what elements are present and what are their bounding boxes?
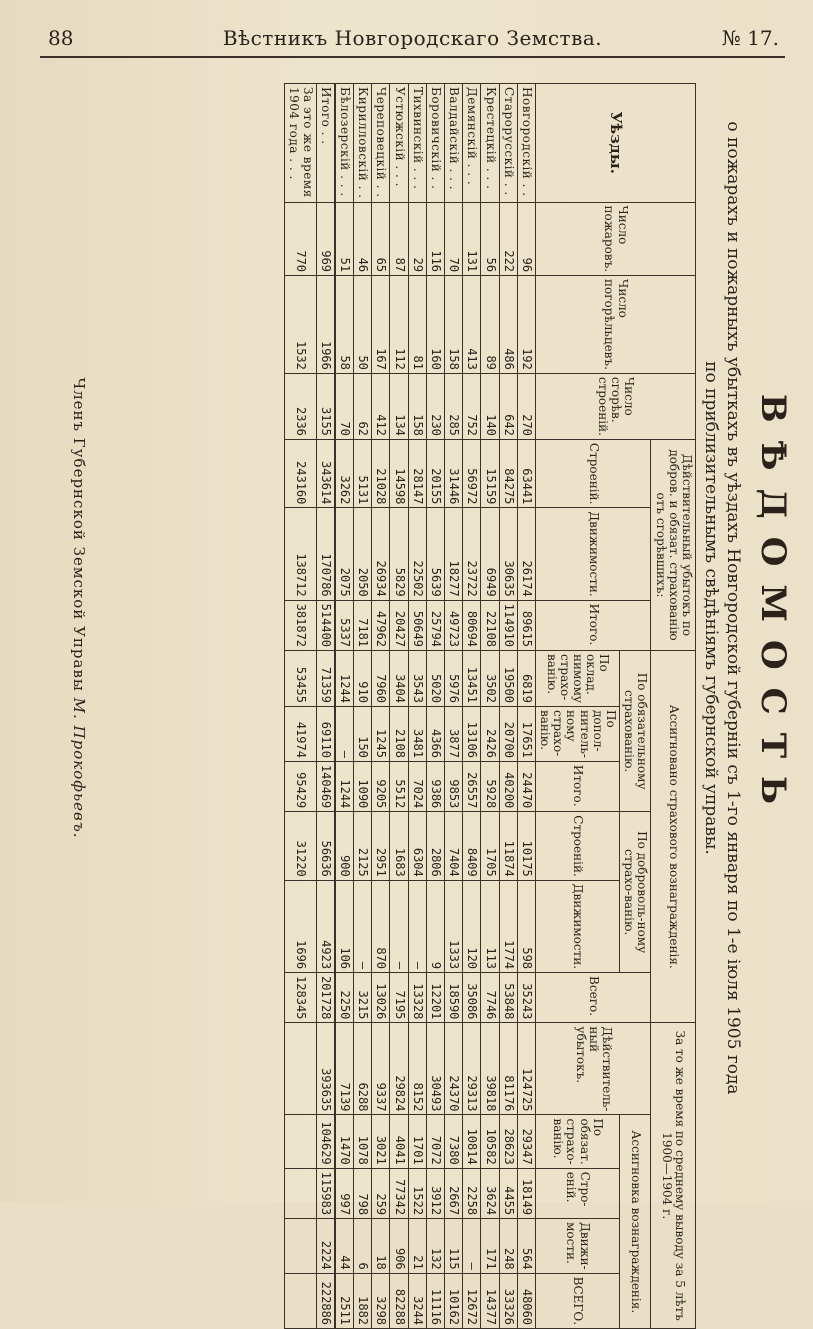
table-cell: 69110: [316, 706, 335, 761]
table-cell: 7746: [481, 973, 499, 1023]
table-cell: 171: [481, 1219, 499, 1274]
table-cell: 3404: [390, 651, 408, 707]
table-cell: [285, 1115, 316, 1168]
table-cell: 1532: [285, 276, 316, 374]
table-cell: 29347: [517, 1115, 535, 1168]
table-cell: 106: [335, 880, 354, 972]
table-row: [517, 84, 535, 1329]
table-cell: 56972: [463, 439, 481, 507]
table-cell: 114910: [499, 600, 517, 650]
table-cell: 30635: [499, 508, 517, 600]
table-cell: 243160: [285, 439, 316, 507]
table-cell: 40200: [499, 761, 517, 811]
table-cell: 1882: [354, 1273, 372, 1328]
table-cell: 158: [408, 373, 426, 439]
table-cell: 120: [463, 880, 481, 972]
table-cell: 63441: [517, 439, 535, 507]
table-cell: 10582: [481, 1115, 499, 1168]
table-cell: 1522: [408, 1168, 426, 1218]
table-cell: 18277: [445, 508, 463, 600]
table-cell: [285, 1219, 316, 1274]
table-cell: 7024: [408, 761, 426, 811]
table-cell: 7139: [335, 1023, 354, 1115]
table-cell: —: [354, 880, 372, 972]
table-cell: 870: [372, 880, 390, 972]
table-cell: 18149: [517, 1168, 535, 1218]
table-cell: 70: [445, 202, 463, 276]
table-cell: 29313: [463, 1023, 481, 1115]
table-cell: 3502: [481, 651, 499, 707]
table-cell: 192: [517, 276, 535, 374]
table-cell: 56: [481, 202, 499, 276]
table-cell: 1245: [372, 706, 390, 761]
page-number: 88: [48, 26, 74, 50]
table-cell: 112: [390, 276, 408, 374]
table-cell: 2108: [390, 706, 408, 761]
table-cell: 35243: [517, 973, 535, 1023]
table-cell: 21028: [372, 439, 390, 507]
table-cell: 24370: [445, 1023, 463, 1115]
table-cell: 53848: [499, 973, 517, 1023]
table-cell: 7195: [390, 973, 408, 1023]
table-cell: 2951: [372, 812, 390, 880]
col-movables3: Движи-мости.: [535, 1219, 619, 1274]
table-cell: —: [390, 880, 408, 972]
table-cell: 2667: [445, 1168, 463, 1218]
table-cell: 5337: [335, 600, 354, 650]
table-cell: 115: [445, 1219, 463, 1274]
table-cell: 81: [408, 276, 426, 374]
document-title: ВѢДОМОСТЬ: [753, 393, 793, 823]
table-cell: 3155: [316, 373, 335, 439]
table-cell: 20427: [390, 600, 408, 650]
table-cell: 65: [372, 202, 390, 276]
table-cell: [285, 1168, 316, 1218]
table-cell: 22108: [481, 600, 499, 650]
table-cell: 56636: [316, 812, 335, 880]
table-cell: 2075: [335, 508, 354, 600]
table-cell: 77342: [390, 1168, 408, 1218]
table-cell: 29: [408, 202, 426, 276]
table-cell: 13026: [372, 973, 390, 1023]
table-cell: —: [335, 706, 354, 761]
table-cell: 900: [335, 812, 354, 880]
table-cell: 21: [408, 1219, 426, 1274]
table-cell: 89: [481, 276, 499, 374]
journal-title: Вѣстникъ Новгородскаго Земства.: [222, 26, 603, 50]
table-cell: 25794: [426, 600, 444, 650]
table-cell: 53455: [285, 651, 316, 707]
table-cell: 3481: [408, 706, 426, 761]
row-name: Крестецкiй . . .: [481, 84, 499, 203]
table-cell: 49723: [445, 600, 463, 650]
table-cell: 7072: [426, 1115, 444, 1168]
table-cell: 62: [354, 373, 372, 439]
footer-text: Членъ Губернской Земской Управы: [70, 377, 88, 692]
table-cell: 9853: [445, 761, 463, 811]
table-cell: 9205: [372, 761, 390, 811]
table-cell: 17651: [517, 706, 535, 761]
table-cell: 10814: [463, 1115, 481, 1168]
row-name-line2: 1904 года . . .: [287, 87, 302, 180]
table-row: [354, 84, 372, 1329]
table-cell: 140469: [316, 761, 335, 811]
footer: [70, 68, 88, 1148]
table-cell: 8152: [408, 1023, 426, 1115]
col-actual-loss2: Дѣйствитель-ный убытокъ.: [535, 1023, 651, 1115]
table-cell: 46: [354, 202, 372, 276]
table-cell: 13106: [463, 706, 481, 761]
table-cell: 20700: [499, 706, 517, 761]
table-body: [285, 84, 536, 1329]
table-cell: 222: [499, 202, 517, 276]
table-cell: 4923: [316, 880, 335, 972]
table-cell: 1683: [390, 812, 408, 880]
table-row: [372, 84, 390, 1329]
table-cell: 31220: [285, 812, 316, 880]
fire-losses-table: [284, 83, 696, 1329]
table-cell: 140: [481, 373, 499, 439]
table-cell: 412: [372, 373, 390, 439]
table-cell: 5131: [354, 439, 372, 507]
col-by-compulsory2: По обязат. страхо-ванiю.: [535, 1115, 619, 1168]
table-cell: 15159: [481, 439, 499, 507]
table-cell: 9386: [426, 761, 444, 811]
row-name: Демянскiй . . .: [463, 84, 481, 203]
table-cell: 87: [390, 202, 408, 276]
col-group-average: За то же время по среднему выводу за 5 лѣтъ 1900—1904 г.: [651, 1023, 696, 1329]
table-row: [445, 84, 463, 1329]
table-cell: 96: [517, 202, 535, 276]
table-cell: 5928: [481, 761, 499, 811]
table-cell: 343614: [316, 439, 335, 507]
table-cell: 80694: [463, 600, 481, 650]
table-cell: 116: [426, 202, 444, 276]
table-cell: 4455: [499, 1168, 517, 1218]
document-subtitle-line2: по приблизительнымъ свѣдѣнiямъ губернской управы.: [701, 361, 721, 855]
table-cell: 2050: [354, 508, 372, 600]
table-cell: 47962: [372, 600, 390, 650]
table-cell: 7960: [372, 651, 390, 707]
col-group-compulsory: По обязательному страхованiю.: [620, 651, 651, 812]
table-cell: 50649: [408, 600, 426, 650]
row-name: Кирилловскiй . .: [354, 84, 372, 203]
table-row: [499, 84, 517, 1329]
table-cell: 22502: [408, 508, 426, 600]
table-cell: 2125: [354, 812, 372, 880]
table-cell: 7404: [445, 812, 463, 880]
col-by-additional: По допол-нитель-ному страхо-ванiю.: [535, 706, 619, 761]
table-cell: 2258: [463, 1168, 481, 1218]
table-cell: 9: [426, 880, 444, 972]
table-cell: 20155: [426, 439, 444, 507]
table-cell: 1696: [285, 880, 316, 972]
table-cell: 13328: [408, 973, 426, 1023]
table-cell: 82288: [390, 1273, 408, 1328]
table-cell: 1244: [335, 651, 354, 707]
table-cell: [285, 1273, 316, 1328]
table-cell: 3543: [408, 651, 426, 707]
table-cell: 1244: [335, 761, 354, 811]
col-buildings: Строенiй.: [535, 439, 651, 507]
col-victims: Число погорѣльцевъ.: [535, 276, 695, 374]
table-cell: 8409: [463, 812, 481, 880]
table-cell: 26934: [372, 508, 390, 600]
table-cell: 19500: [499, 651, 517, 707]
table-cell: 10162: [445, 1273, 463, 1328]
table-cell: 798: [354, 1168, 372, 1218]
col-by-compulsory: По оклад. нимому страхо-ванiю.: [535, 651, 619, 707]
table-cell: 5639: [426, 508, 444, 600]
table-cell: 89615: [517, 600, 535, 650]
table-cell: 128345: [285, 973, 316, 1023]
table-cell: 248: [499, 1219, 517, 1274]
table-cell: 28147: [408, 439, 426, 507]
table-cell: 14377: [481, 1273, 499, 1328]
table-cell: 7380: [445, 1115, 463, 1168]
table-cell: 2806: [426, 812, 444, 880]
table-cell: 28623: [499, 1115, 517, 1168]
table-cell: 6949: [481, 508, 499, 600]
col-itogo: Итого.: [535, 600, 651, 650]
table-cell: 5512: [390, 761, 408, 811]
table-cell: 997: [335, 1168, 354, 1218]
table-cell: 1470: [335, 1115, 354, 1168]
total-row: [316, 84, 335, 1329]
table-cell: 6819: [517, 651, 535, 707]
row-name-line1: За это же время: [300, 87, 315, 198]
table-cell: 95429: [285, 761, 316, 811]
table-cell: 222886: [316, 1273, 335, 1328]
table-cell: 33326: [499, 1273, 517, 1328]
table-cell: 48060: [517, 1273, 535, 1328]
table-cell: 71359: [316, 651, 335, 707]
table-cell: 770: [285, 202, 316, 276]
table-cell: 2336: [285, 373, 316, 439]
col-group-assigned: Ассигновано страхового вознагражденiя.: [651, 651, 696, 1023]
table-cell: 30493: [426, 1023, 444, 1115]
table-cell: 2426: [481, 706, 499, 761]
table-cell: 6: [354, 1219, 372, 1274]
table-cell: 44: [335, 1219, 354, 1274]
table-cell: 1090: [354, 761, 372, 811]
table-cell: 113: [481, 880, 499, 972]
table-cell: 18: [372, 1219, 390, 1274]
table-cell: 51: [335, 202, 354, 276]
row-name: Новгородскiй . .: [517, 84, 535, 203]
prev-row: [285, 84, 316, 1329]
table-cell: 26557: [463, 761, 481, 811]
table-cell: —: [408, 880, 426, 972]
table-cell: 10175: [517, 812, 535, 880]
table-cell: 486: [499, 276, 517, 374]
table-cell: 3624: [481, 1168, 499, 1218]
table-cell: 3262: [335, 439, 354, 507]
table-cell: 18590: [445, 973, 463, 1023]
table-cell: [285, 1023, 316, 1115]
row-name: Устюжскiй . . .: [390, 84, 408, 203]
table-cell: 910: [354, 651, 372, 707]
table-cell: 514400: [316, 600, 335, 650]
col-group-voluntary: По доброволь-ному страхо-ванiю.: [620, 812, 651, 973]
footer-signature: М. Прокофьевъ.: [70, 697, 88, 839]
table-cell: —: [463, 1219, 481, 1274]
table-cell: 3298: [372, 1273, 390, 1328]
table-cell: 4366: [426, 706, 444, 761]
table-row: [335, 84, 354, 1329]
table-cell: 124725: [517, 1023, 535, 1115]
table-container: [284, 83, 696, 1326]
table-cell: 134: [390, 373, 408, 439]
row-name: Валдайскiй . . .: [445, 84, 463, 203]
table-cell: 35086: [463, 973, 481, 1023]
row-name: [285, 84, 316, 203]
table-cell: 167: [372, 276, 390, 374]
table-cell: 158: [445, 276, 463, 374]
table-cell: 84275: [499, 439, 517, 507]
table-cell: 2224: [316, 1219, 335, 1274]
table-row: [426, 84, 444, 1329]
col-total2: ВСЕГО.: [535, 1273, 619, 1328]
col-burned: Число сгорѣв. строенiй.: [535, 373, 695, 439]
issue-number: № 17.: [721, 26, 779, 50]
table-cell: 12201: [426, 973, 444, 1023]
table-cell: 5829: [390, 508, 408, 600]
table-cell: 1701: [408, 1115, 426, 1168]
table-cell: 132: [426, 1219, 444, 1274]
col-fires: Число пожаровъ.: [535, 202, 695, 276]
table-row: [390, 84, 408, 1329]
table-cell: 5020: [426, 651, 444, 707]
table-cell: 23722: [463, 508, 481, 600]
table-cell: 11874: [499, 812, 517, 880]
table-cell: 3912: [426, 1168, 444, 1218]
table-row: [481, 84, 499, 1329]
table-cell: 201728: [316, 973, 335, 1023]
table-cell: 31446: [445, 439, 463, 507]
table-cell: 104629: [316, 1115, 335, 1168]
table-cell: 1705: [481, 812, 499, 880]
table-cell: 14598: [390, 439, 408, 507]
table-cell: 3021: [372, 1115, 390, 1168]
table-cell: 2250: [335, 973, 354, 1023]
table-cell: 270: [517, 373, 535, 439]
rotated-document: [33, 68, 793, 1326]
table-cell: 150: [354, 706, 372, 761]
table-cell: 3244: [408, 1273, 426, 1328]
table-cell: 3215: [354, 973, 372, 1023]
table-cell: 2511: [335, 1273, 354, 1328]
document-subtitle-line1: о пожарахъ и пожарныхъ убыткахъ въ уѣздахъ Новгородской губернiи съ 1-го января по 1-е iюля 1905 года: [723, 121, 743, 1095]
col-movables: Движимости.: [535, 508, 651, 600]
table-cell: 29824: [390, 1023, 408, 1115]
table-cell: 1333: [445, 880, 463, 972]
row-name: Итого . .: [316, 84, 335, 203]
table-cell: 13451: [463, 651, 481, 707]
table-cell: 131: [463, 202, 481, 276]
col-itogo2: Итого.: [535, 761, 619, 811]
table-cell: 115983: [316, 1168, 335, 1218]
table-cell: 6304: [408, 812, 426, 880]
table-cell: 230: [426, 373, 444, 439]
row-name: Череповецкiй . .: [372, 84, 390, 203]
row-name: Тихвинскiй . . .: [408, 84, 426, 203]
table-cell: 285: [445, 373, 463, 439]
table-cell: 642: [499, 373, 517, 439]
table-cell: 413: [463, 276, 481, 374]
table-cell: 564: [517, 1219, 535, 1274]
table-cell: 160: [426, 276, 444, 374]
table-cell: 259: [372, 1168, 390, 1218]
col-buildings3: Стро-енiй.: [535, 1168, 619, 1218]
table-cell: 138712: [285, 508, 316, 600]
table-cell: 1774: [499, 880, 517, 972]
table-cell: 39818: [481, 1023, 499, 1115]
table-cell: 70: [335, 373, 354, 439]
table-cell: 11116: [426, 1273, 444, 1328]
col-total: Всего.: [535, 973, 651, 1023]
table-cell: 1078: [354, 1115, 372, 1168]
table-cell: 50: [354, 276, 372, 374]
col-uyezdy: Уѣзды.: [535, 84, 695, 203]
table-cell: 906: [390, 1219, 408, 1274]
table-cell: 4041: [390, 1115, 408, 1168]
row-name: Бѣлозерскiй . . .: [335, 84, 354, 203]
table-cell: 1966: [316, 276, 335, 374]
col-buildings2: Строенiй.: [535, 812, 619, 880]
table-cell: 393635: [316, 1023, 335, 1115]
table-cell: 170786: [316, 508, 335, 600]
table-cell: 6288: [354, 1023, 372, 1115]
table-cell: 752: [463, 373, 481, 439]
col-group-actual-loss: Дѣйствительный убытокъ по добров. и обязат. страхованiю отъ сгорѣвшихъ:: [651, 439, 696, 650]
table-cell: 58: [335, 276, 354, 374]
col-group-assigned2: Ассигновка вознагражденiя.: [620, 1115, 651, 1329]
table-cell: 381872: [285, 600, 316, 650]
table-cell: 9337: [372, 1023, 390, 1115]
table-cell: 24470: [517, 761, 535, 811]
table-cell: 12672: [463, 1273, 481, 1328]
table-row: [463, 84, 481, 1329]
table-cell: 7181: [354, 600, 372, 650]
row-name: Боровичскiй . .: [426, 84, 444, 203]
table-cell: 969: [316, 202, 335, 276]
table-cell: 598: [517, 880, 535, 972]
table-cell: 26174: [517, 508, 535, 600]
table-cell: 5976: [445, 651, 463, 707]
table-cell: 41974: [285, 706, 316, 761]
table-cell: 3877: [445, 706, 463, 761]
table-row: [408, 84, 426, 1329]
page-header: [40, 22, 785, 58]
col-movables2: Движимости.: [535, 880, 619, 972]
table-cell: 81176: [499, 1023, 517, 1115]
row-name: Старорусскiй . .: [499, 84, 517, 203]
